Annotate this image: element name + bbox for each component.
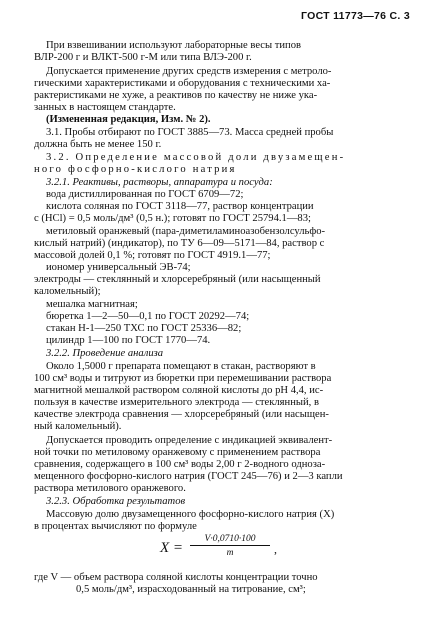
text-line: магнитной мешалкой раствором соляной кислоты до pH 4,4, ис-	[34, 385, 324, 396]
text-line: пользуя в качестве измерительного электрода — стеклянный, в	[34, 397, 319, 408]
list-item: иономер универсальный ЭВ-74;	[46, 262, 191, 273]
list-item: бюретка 1—2—50—0,1 по ГОСТ 20292—74;	[46, 311, 250, 322]
list-item: стакан Н-1—250 ТХС по ГОСТ 25336—82;	[46, 323, 242, 334]
text-line: занных в настоящем стандарте.	[34, 102, 176, 113]
text-line: Массовую долю двузамещенного фосфорно-кислого натрия (X)	[46, 509, 335, 520]
text-line: Допускается проводить определение с индикацией эквивалент-	[46, 435, 333, 446]
text-line: раствора метилового оранжевого.	[34, 483, 186, 494]
subsection-heading: 3.2.1. Реактивы, растворы, аппаратура и посуда:	[46, 177, 273, 188]
subsection-heading: 3.2.2. Проведение анализа	[46, 348, 164, 359]
subsection-heading: 3.2.3. Обработка результатов	[46, 496, 186, 507]
formula-denominator: m	[226, 548, 234, 558]
text-line: качестве электрода сравнения — хлорсеребряный (или насыщен-	[34, 409, 329, 420]
section-heading-cont: ного фосфорно-кислого натрия	[34, 164, 237, 175]
text-line: сравнения, содержащего в 100 см³ воды 2,00 г 2-водного одноза-	[34, 459, 326, 470]
list-item: цилиндр 1—100 по ГОСТ 1770—74.	[46, 335, 211, 346]
text-line: кислый натрий) (индикатор), по ТУ 6—09—5171—84, раствор с	[34, 238, 325, 249]
text-line: 100 см³ воды и титруют из бюретки при перемешивании раствора	[34, 373, 332, 384]
text-line: При взвешивании используют лабораторные весы типов	[46, 40, 302, 51]
list-item: метиловый оранжевый (пара-диметиламиноазобензолсульфо-	[46, 226, 326, 237]
list-item: вода дистиллированная по ГОСТ 6709—72;	[46, 189, 244, 200]
list-item: мешалка магнитная;	[46, 299, 138, 310]
section-heading: 3.2. Определение массовой доли двузамещен-	[46, 152, 346, 163]
text-line: где V — объем раствора соляной кислоты концентрации точно	[34, 572, 318, 583]
formula-fraction	[190, 534, 270, 558]
text-line: гическими характеристиками и оборудования с техническими ха-	[34, 78, 331, 89]
text-line: ный каломельный).	[34, 421, 122, 432]
formula-numerator: V·0,0710·100	[190, 534, 270, 546]
text-line: в процентах вычисляют по формуле	[34, 521, 197, 532]
text-line: Около 1,5000 г препарата помещают в стакан, растворяют в	[46, 361, 316, 372]
page-header: ГОСТ 11773—76 С. 3	[300, 10, 410, 22]
text-line: ВЛР-200 г и ВЛКТ-500 г-М или типа ВЛЭ-200 г.	[34, 52, 252, 63]
amendment-note: (Измененная редакция, Изм. № 2).	[46, 114, 211, 125]
text-line: 0,5 моль/дм³, израсходованный на титрование, см³;	[76, 584, 306, 595]
text-line: мещенного фосфорно-кислого натрия (ГОСТ 245—76) и 2—3 капли	[34, 471, 343, 482]
text-line: с (HCl) = 0,5 моль/дм³ (0,5 н.); готовят по ГОСТ 25794.1—83;	[34, 213, 311, 224]
text-line: ной точки по метиловому оранжевому с применением раствора	[34, 447, 321, 458]
formula-tail: ,	[274, 542, 277, 556]
text-line: массовой долей 0,1 %; готовят по ГОСТ 4919.1—77;	[34, 250, 271, 261]
text-line: 3.1. Пробы отбирают по ГОСТ 3885—73. Масса средней пробы	[46, 127, 334, 138]
list-item: кислота соляная по ГОСТ 3118—77, раствор концентрации	[46, 201, 314, 212]
text-line: рактеристиками не хуже, а реактивов по качеству не ниже ука-	[34, 90, 318, 101]
text-line: каломельный);	[34, 286, 101, 297]
formula-lhs: X =	[160, 540, 184, 556]
text-line: Допускается применение других средств измерения с метроло-	[46, 66, 332, 77]
text-line: должна быть не менее 150 г.	[34, 139, 162, 150]
list-item: электроды — стеклянный и хлорсеребряный (или насыщенный	[34, 274, 321, 285]
